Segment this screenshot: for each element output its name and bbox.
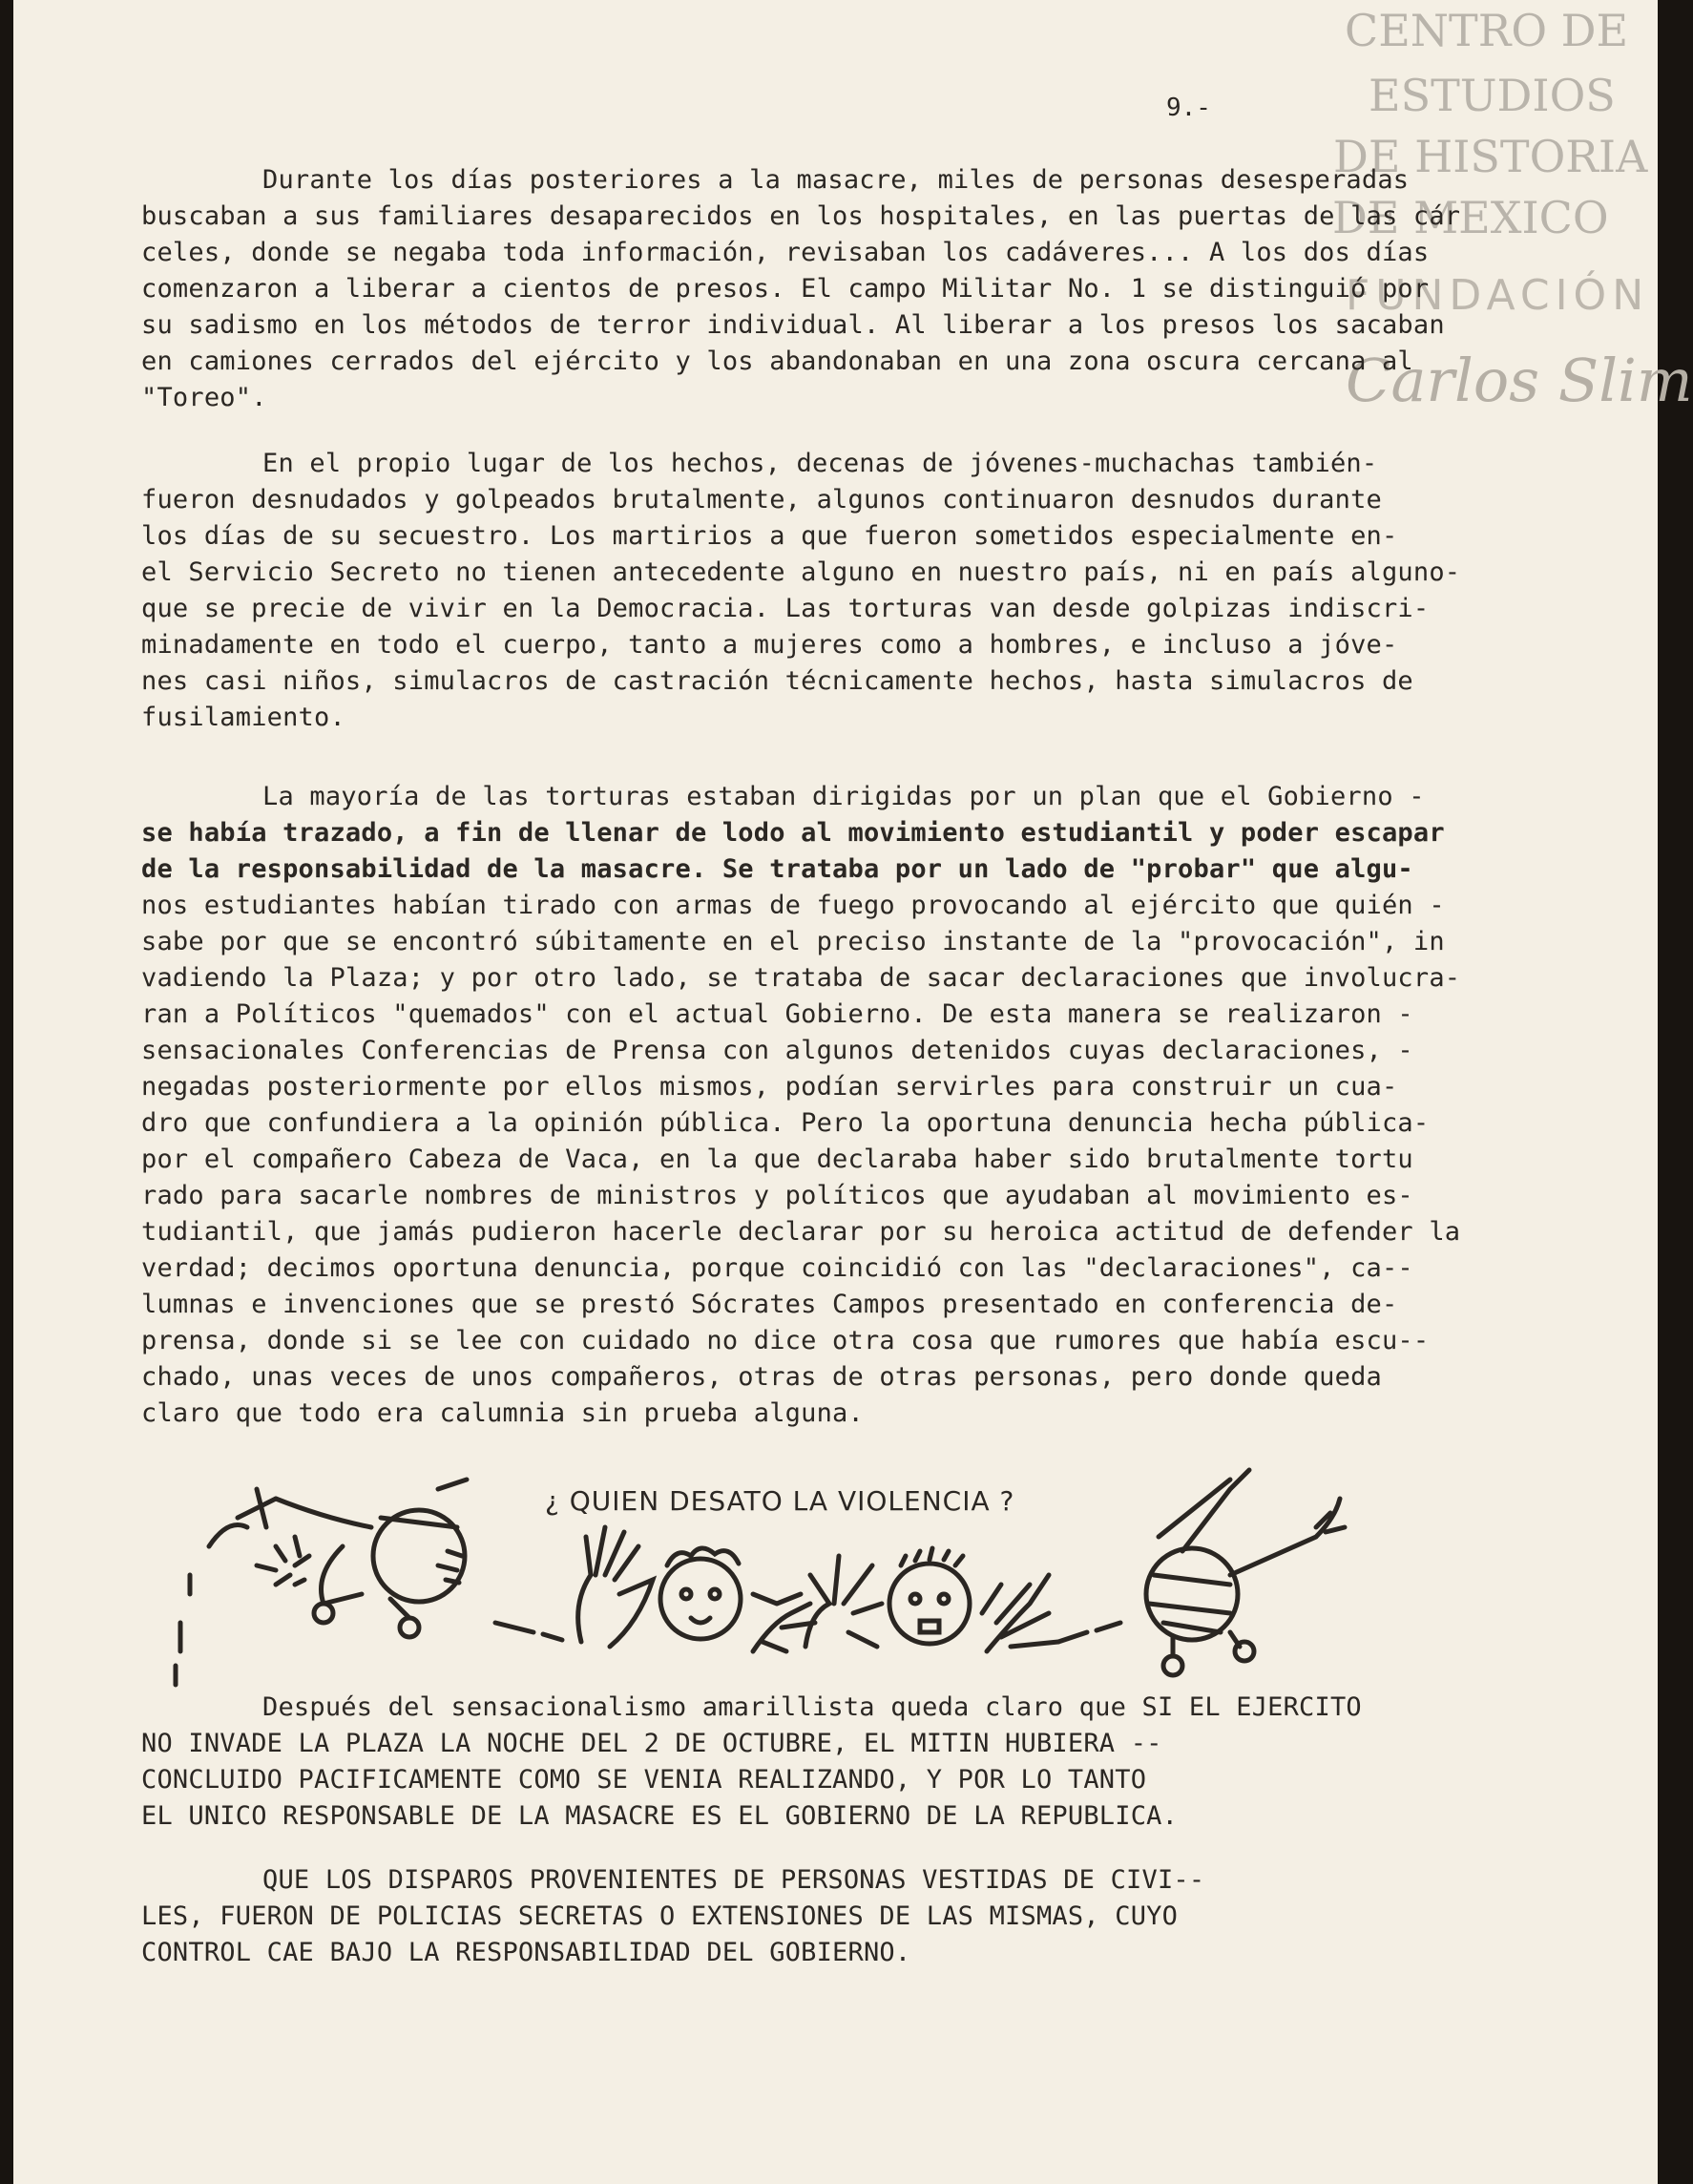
face-icon [660, 1548, 741, 1639]
text-line: LES, FUERON DE POLICIAS SECRETAS O EXTENSIONES DE LAS MISMAS, CUYO [141, 1901, 1179, 1931]
text-line: el Servicio Secreto no tienen antecedente alguno en nuestro país, ni en país alguno- [141, 557, 1461, 587]
text-line: minadamente en todo el cuerpo, tanto a mujeres como a hombres, e incluso a jóve- [141, 630, 1398, 660]
text-line: sensacionales Conferencias de Prensa con algunos detenidos cuyas declaraciones, - [141, 1036, 1413, 1065]
text-line: por el compañero Cabeza de Vaca, en la que declaraba haber sido brutalmente tortu [141, 1144, 1413, 1174]
text-line: NO INVADE LA PLAZA LA NOCHE DEL 2 DE OCTUBRE, EL MITIN HUBIERA -- [141, 1729, 1162, 1758]
text-line: celes, donde se negaba toda información, revisaban los cadáveres... A los dos días [141, 238, 1430, 267]
text-line: EL UNICO RESPONSABLE DE LA MASACRE ES EL GOBIERNO DE LA REPUBLICA. [141, 1801, 1179, 1831]
helicopter-icon [1146, 1470, 1345, 1675]
text-line: fusilamiento. [141, 703, 345, 732]
watermark-line: CENTRO DE [1345, 5, 1629, 56]
dash-line [495, 1623, 562, 1640]
text-line: claro que todo era calumnia sin prueba alguna. [141, 1398, 864, 1428]
cartoon-illustration [219, 1460, 1459, 1690]
text-line: "Toreo". [141, 383, 267, 412]
text-line: chado, unas veces de unos compañeros, otras de otras personas, pero donde queda [141, 1362, 1382, 1392]
hand-icon [805, 1556, 882, 1647]
text-line: vadiendo la Plaza; y por otro lado, se trataba de sacar declaraciones que involucra- [141, 963, 1461, 993]
watermark-line: DE HISTORIA [1333, 131, 1648, 182]
page-number: 9.- [1166, 94, 1211, 122]
text-line: La mayoría de las torturas estaban dirigidas por un plan que el Gobierno - [262, 782, 1425, 811]
text-line: fueron desnudados y golpeados brutalmente, algunos continuaron desnudos durante [141, 485, 1382, 514]
text-line: en camiones cerrados del ejército y los abandonaban en una zona oscura cercana al [141, 346, 1413, 376]
text-line: se había trazado, a fin de llenar de lodo al movimiento estudiantil y poder escapar [141, 818, 1445, 848]
text-line: sabe por que se encontró súbitamente en el preciso instante de la "provocación", in [141, 927, 1445, 956]
text-line: nes casi niños, simulacros de castración técnicamente hechos, hasta simulacros de [141, 666, 1413, 696]
text-line: CONCLUIDO PACIFICAMENTE COMO SE VENIA REALIZANDO, Y POR LO TANTO [141, 1765, 1147, 1795]
hand-icon [578, 1527, 653, 1647]
text-line: En el propio lugar de los hechos, decenas de jóvenes-muchachas también- [262, 449, 1378, 478]
text-line: ran a Políticos "quemados" con el actual Gobierno. De esta manera se realizaron - [141, 999, 1413, 1029]
text-line: prensa, donde si se lee con cuidado no dice otra cosa que rumores que había escu-- [141, 1326, 1430, 1355]
hand-icon [982, 1575, 1058, 1651]
text-line: que se precie de vivir en la Democracia. Las torturas van desde golpizas indiscri- [141, 594, 1430, 623]
text-line: lumnas e invenciones que se prestó Sócrates Campos presentado en conferencia de- [141, 1290, 1398, 1319]
text-line: buscaban a sus familiares desaparecidos en los hospitales, en las puertas de las cár [141, 201, 1461, 231]
text-line: su sadismo en los métodos de terror individual. Al liberar a los presos los sacaban [141, 310, 1445, 340]
watermark-signature: Carlos Slim [1346, 346, 1693, 415]
text-line: rado para sacarle nombres de ministros y políticos que ayudaban al movimiento es- [141, 1181, 1413, 1210]
document-page [13, 0, 1693, 2184]
burst-icon [176, 1525, 309, 1686]
text-line: de la responsabilidad de la masacre. Se trataba por un lado de "probar" que algu- [141, 854, 1413, 884]
text-line: QUE LOS DISPAROS PROVENIENTES DE PERSONAS VESTIDAS DE CIVI-- [262, 1865, 1205, 1895]
text-line: CONTROL CAE BAJO LA RESPONSABILIDAD DEL GOBIERNO. [141, 1938, 911, 1967]
text-line: tudiantil, que jamás pudieron hacerle declarar por su heroica actitud de defender la [141, 1217, 1461, 1247]
question-heading: ¿ QUIEN DESATO LA VIOLENCIA ? [545, 1485, 1015, 1517]
text-line: comenzaron a liberar a cientos de presos. El campo Militar No. 1 se distinguió por [141, 274, 1430, 304]
text-line: verdad; decimos oportuna denuncia, porque coincidió con las "declaraciones", ca-- [141, 1253, 1413, 1283]
watermark-foundation: FUNDACIÓN [1346, 271, 1650, 320]
text-line: los días de su secuestro. Los martirios a que fueron sometidos especialmente en- [141, 521, 1398, 551]
dash-line [1058, 1623, 1120, 1642]
text-line: negadas posteriormente por ellos mismos, podían servirles para construir un cua- [141, 1072, 1398, 1102]
text-line: dro que confundiera a la opinión pública. Pero la oportuna denuncia hecha pública- [141, 1108, 1430, 1138]
face-icon [889, 1548, 970, 1644]
text-line: Después del sensacionalismo amarillista queda claro que SI EL EJERCITO [262, 1692, 1362, 1722]
text-line: Durante los días posteriores a la masacre, miles de personas desesperadas [262, 165, 1410, 195]
text-line: nos estudiantes habían tirado con armas de fuego provocando al ejército que quién - [141, 891, 1445, 920]
watermark-line: DE MEXICO [1332, 192, 1609, 243]
helicopter-icon [238, 1480, 467, 1637]
watermark-line: ESTUDIOS [1369, 70, 1616, 121]
